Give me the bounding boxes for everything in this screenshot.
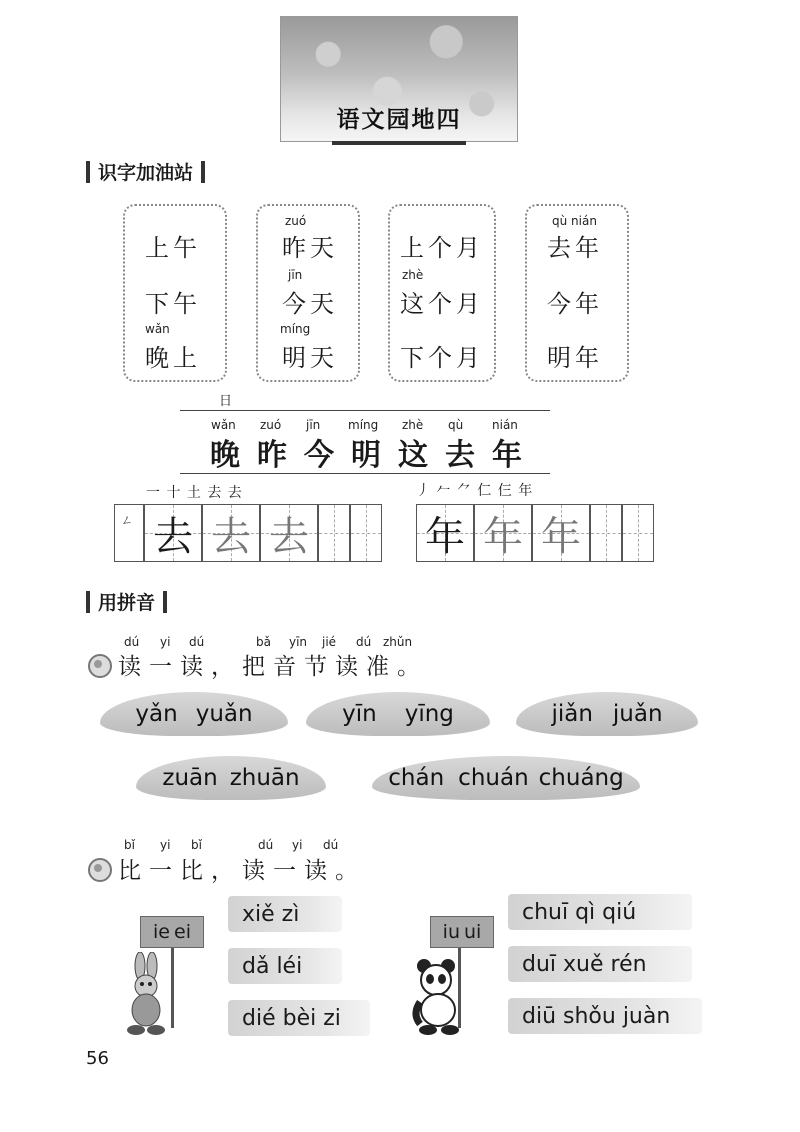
radical-mark: ㄥ [121,513,134,527]
new-char: 今 [304,438,334,473]
trace-char: 年 [541,513,581,560]
pinyin-word-row: xiě zì [228,896,342,932]
char-pinyin: nián [492,418,518,432]
vocab-pinyin: zuó [285,214,307,228]
writing-cell [474,504,532,562]
instr-char: 比 [118,858,149,884]
instr-pinyin: dú [356,635,372,649]
pinyin-word-row: chuī qì qiú [508,894,692,930]
stroke-order-qu: 一 十 土 去 去 [146,485,243,501]
page-title: 语文园地四 [336,106,462,133]
instr-pinyin: jié [322,635,337,649]
writing-cell-empty[interactable] [318,504,350,562]
vocab-pinyin: qù nián [552,214,597,228]
char-pinyin: qù [448,418,464,432]
instr-char: 比 [180,858,211,884]
pinyin-syllable: chuán [458,765,529,791]
instr-char: 。 [335,858,366,884]
section-bar-right [201,161,205,183]
vocab-word: 明天 [282,344,338,372]
char-row-top-line [180,410,550,411]
writing-cell [202,504,260,562]
pinyin-fan [372,756,640,800]
new-char: 年 [492,438,522,473]
pinyin-syllable: jiǎn [551,701,593,727]
vowel-flag-ie-ei [140,916,204,948]
instr-char: 读 [118,654,149,680]
model-char: 去 [153,513,193,560]
vocab-word: 明年 [547,344,603,372]
pinyin-syllable: juǎn [612,701,663,727]
flag-label: iu [442,921,460,943]
instr-pinyin: dú [189,635,205,649]
instr-char: 节 [304,654,335,680]
section-header-literacy [86,158,205,185]
pinyin-syllable: zhuān [229,765,300,791]
char-pinyin: míng [348,418,379,432]
exercise-icon [88,858,112,882]
instr-char: 。 [397,654,428,680]
instr-pinyin: bǎ [256,635,271,649]
trace-char: 年 [483,513,523,560]
instr-char: 读 [335,654,366,680]
new-char: 昨 [257,438,287,473]
vocab-pinyin: zhè [402,268,424,282]
pinyin-syllable: chuáng [538,765,624,791]
vocab-word: 下午 [145,290,201,318]
instr-pinyin: dú [323,838,339,852]
instr-pinyin: dú [258,838,274,852]
instr-char: 把 [242,654,273,680]
flag-label: ui [464,921,482,943]
pinyin-fan [306,692,490,736]
vocab-word: 晚上 [145,344,201,372]
writing-cell [144,504,202,562]
vocab-word: 今年 [547,290,603,318]
instruction-compare [118,852,366,885]
char-pinyin: zhè [402,418,424,432]
char-pinyin: jīn [306,418,321,432]
radical-cell [114,504,144,562]
vocab-word: 今天 [282,290,338,318]
section-header-pinyin [86,588,167,615]
char-pinyin: wǎn [211,418,236,432]
instr-char: ， [211,654,242,680]
pinyin-word-row: dié bèi zi [228,1000,370,1036]
new-char: 晚 [210,438,240,473]
exercise-icon [88,654,112,678]
instr-char: 读 [180,654,211,680]
writing-cell [260,504,318,562]
pinyin-word-row: diū shǒu juàn [508,998,702,1034]
new-char: 去 [445,438,475,473]
instr-pinyin: yi [160,838,171,852]
section-title: 识字加油站 [98,162,194,184]
vocab-word: 去年 [547,234,603,262]
vowel-flag-iu-ui [430,916,494,948]
pinyin-syllable: chán [388,765,445,791]
pinyin-syllable: yuǎn [195,701,253,727]
flag-label: ie [153,921,170,943]
instr-pinyin: dú [124,635,140,649]
instr-char: 读 [242,858,273,884]
new-char: 这 [398,438,428,473]
vocab-word: 上个月 [400,234,484,262]
trace-char: 去 [269,513,309,560]
section-bar-right [163,591,167,613]
instr-pinyin: yi [160,635,171,649]
section-bar-left [86,591,90,613]
vocab-word: 这个月 [400,290,484,318]
instr-pinyin: bǐ [124,838,135,852]
page-number: 56 [86,1048,109,1069]
rabbit-icon [116,952,176,1036]
writing-cell [532,504,590,562]
instr-char: 读 [304,858,335,884]
trace-char: 去 [211,513,251,560]
instr-pinyin: bǐ [191,838,202,852]
instr-char: 准 [366,654,397,680]
title-banner [280,16,518,142]
instr-pinyin: yi [292,838,303,852]
char-pinyin: zuó [260,418,282,432]
writing-cell-empty[interactable] [622,504,654,562]
pinyin-fan [100,692,288,736]
new-char: 明 [351,438,381,473]
instr-pinyin: yīn [289,635,308,649]
pinyin-syllable: yīng [404,701,454,727]
vocab-word: 上午 [145,234,201,262]
pinyin-fan [516,692,698,736]
instr-char: ， [211,858,242,884]
pinyin-syllable: yǎn [135,701,178,727]
instr-char: 音 [273,654,304,680]
pinyin-syllable: zuān [162,765,218,791]
pinyin-word-row: dǎ léi [228,948,342,984]
pinyin-fan [136,756,326,800]
panda-icon [406,952,468,1036]
pinyin-syllable: yīn [342,701,377,727]
flag-label: ei [174,921,191,943]
writing-cell-empty[interactable] [350,504,382,562]
instr-pinyin: zhǔn [383,635,413,649]
instr-char: 一 [149,858,180,884]
title-underline [332,141,466,145]
stroke-order-nian: 丿 𠂉 ⺈ 仁 仨 年 [416,483,534,499]
writing-cell [416,504,474,562]
instr-char: 一 [149,654,180,680]
model-char: 年 [425,513,465,560]
instruction-read [118,648,428,681]
vocab-word: 昨天 [282,234,338,262]
instr-char: 一 [273,858,304,884]
vocab-pinyin: wǎn [145,322,170,336]
radical-label: 日 [219,394,233,409]
pinyin-word-row: duī xuě rén [508,946,692,982]
section-title: 用拼音 [98,592,156,614]
vocab-word: 下个月 [400,344,484,372]
vocab-pinyin: jīn [288,268,303,282]
section-bar-left [86,161,90,183]
writing-cell-empty[interactable] [590,504,622,562]
vocab-pinyin: míng [280,322,311,336]
